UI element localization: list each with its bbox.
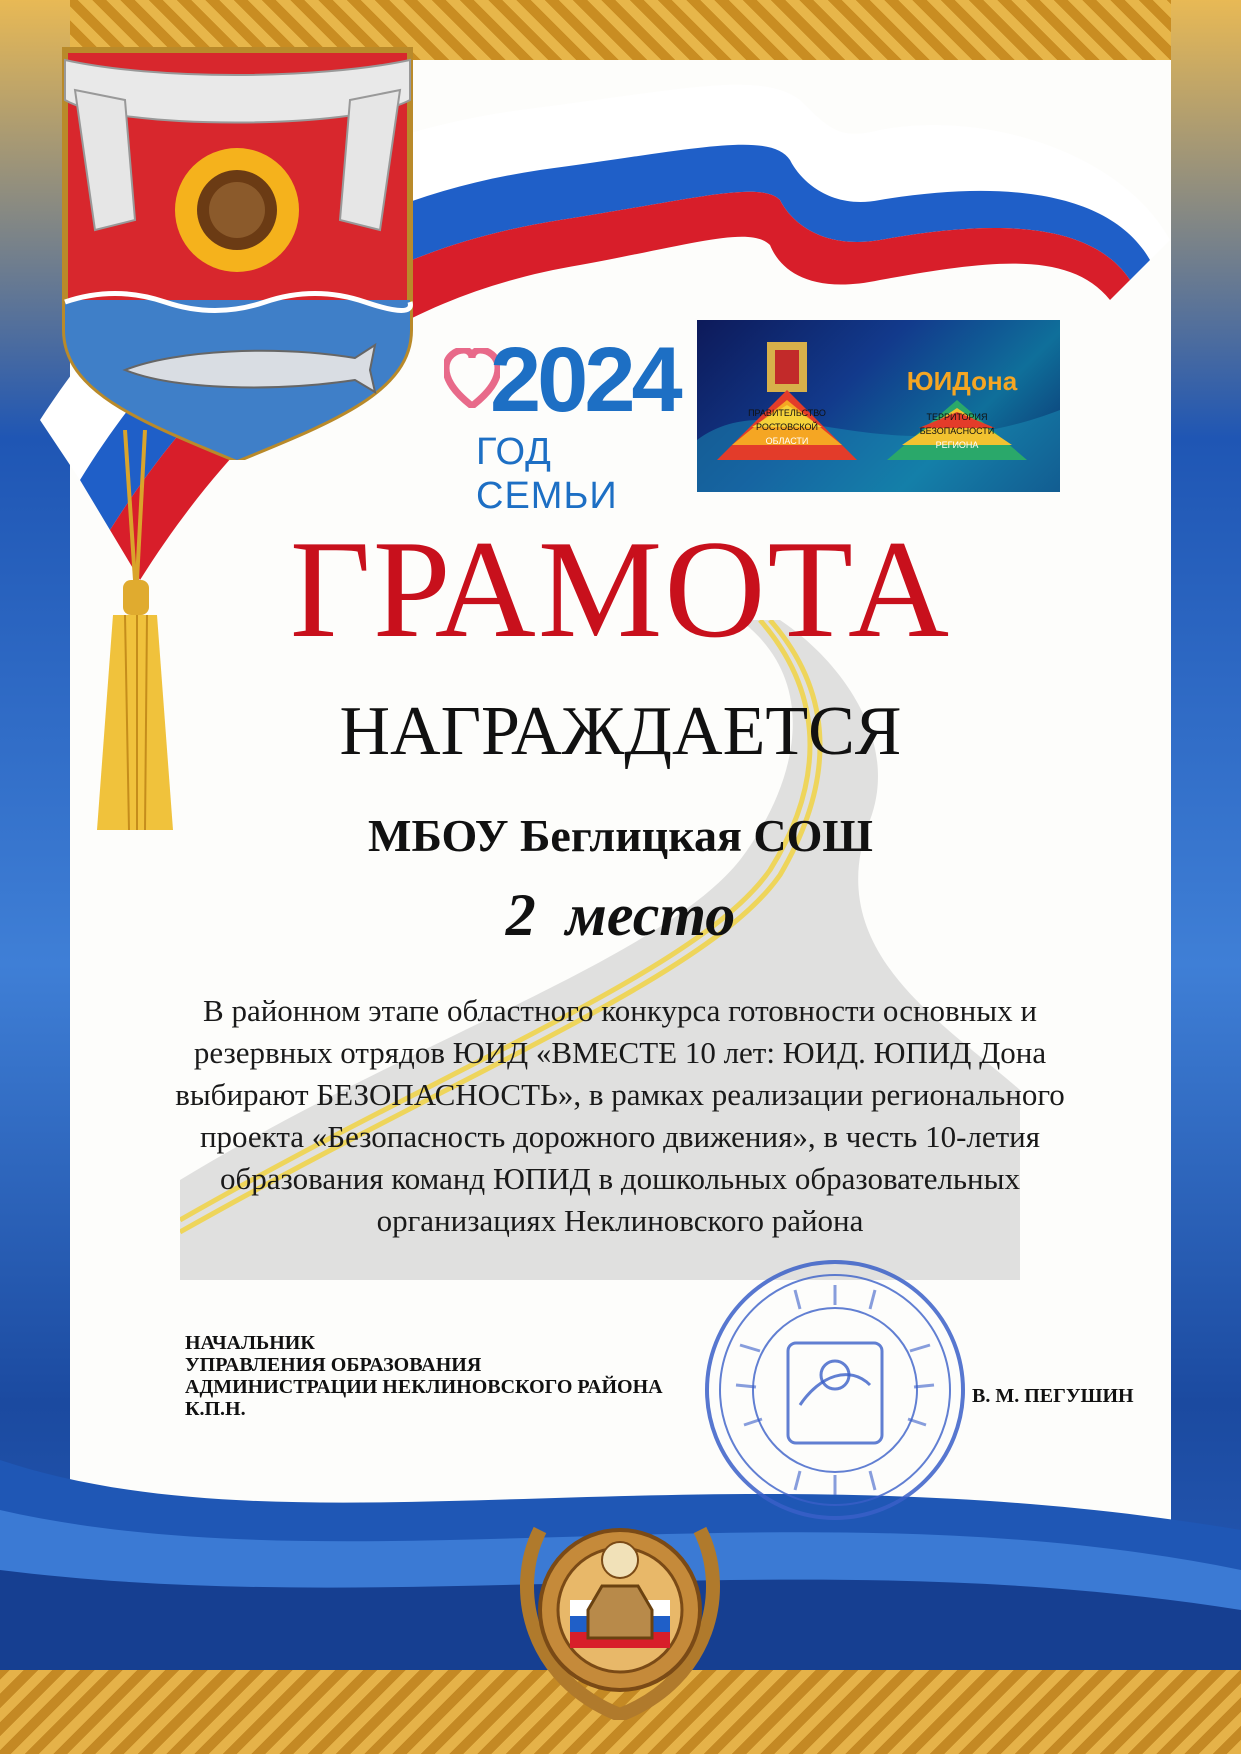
coat-of-arms-icon [55, 40, 420, 460]
place-label: 2 место [505, 882, 736, 948]
banner-right-line-2: БЕЗОПАСНОСТИ [919, 426, 995, 436]
banner-brand: ЮИДона [906, 366, 1018, 396]
logo-caption: ГОД СЕМЬИ [476, 431, 618, 517]
yuid-don-banner [697, 320, 1060, 492]
traffic-police-emblem-icon [510, 1490, 730, 1720]
awarded-heading: НАГРАЖДАЕТСЯ [339, 693, 902, 770]
certificate-description: В районном этапе областного конкурса готовности основных и резервных отрядов ЮИД «ВМЕСТЕ 10 лет: ЮИД. ЮПИД Дона выбирают БЕЗОПАСНОСТЬ», в рамках реализации регионального проекта «Безопасность дорожного движения», в честь 10-летия образования команд ЮПИД в дошкольных образовательных организациях Неклиновского района [175, 993, 1065, 1238]
banner-left-line-2: РОСТОВСКОЙ [756, 422, 818, 432]
signatory-title [185, 1332, 663, 1420]
signatory-line-4: К.П.Н. [185, 1398, 246, 1420]
banner-left-line-3: ОБЛАСТИ [765, 436, 809, 446]
sunflower-icon [175, 148, 299, 272]
certificate-title: ГРАМОТА [289, 512, 952, 667]
recipient-name: МБОУ Беглицкая СОШ [368, 810, 873, 861]
logo-year: 2024 [490, 329, 679, 431]
banner-graphic [697, 320, 1060, 492]
year-of-family-logo [440, 329, 679, 517]
official-stamp-icon [700, 1255, 970, 1525]
banner-left-line-1: ПРАВИТЕЛЬСТВО [748, 408, 826, 418]
banner-right-line-1: ТЕРРИТОРИЯ [926, 412, 988, 422]
signatory-name: В. М. ПЕГУШИН [972, 1385, 1134, 1407]
banner-right-line-3: РЕГИОНА [935, 440, 979, 450]
signatory-line-2: УПРАВЛЕНИЯ ОБРАЗОВАНИЯ [185, 1354, 482, 1376]
signatory-line-1: НАЧАЛЬНИК [185, 1332, 315, 1354]
signatory-line-3: АДМИНИСТРАЦИИ НЕКЛИНОВСКОГО РАЙОНА [185, 1376, 663, 1398]
